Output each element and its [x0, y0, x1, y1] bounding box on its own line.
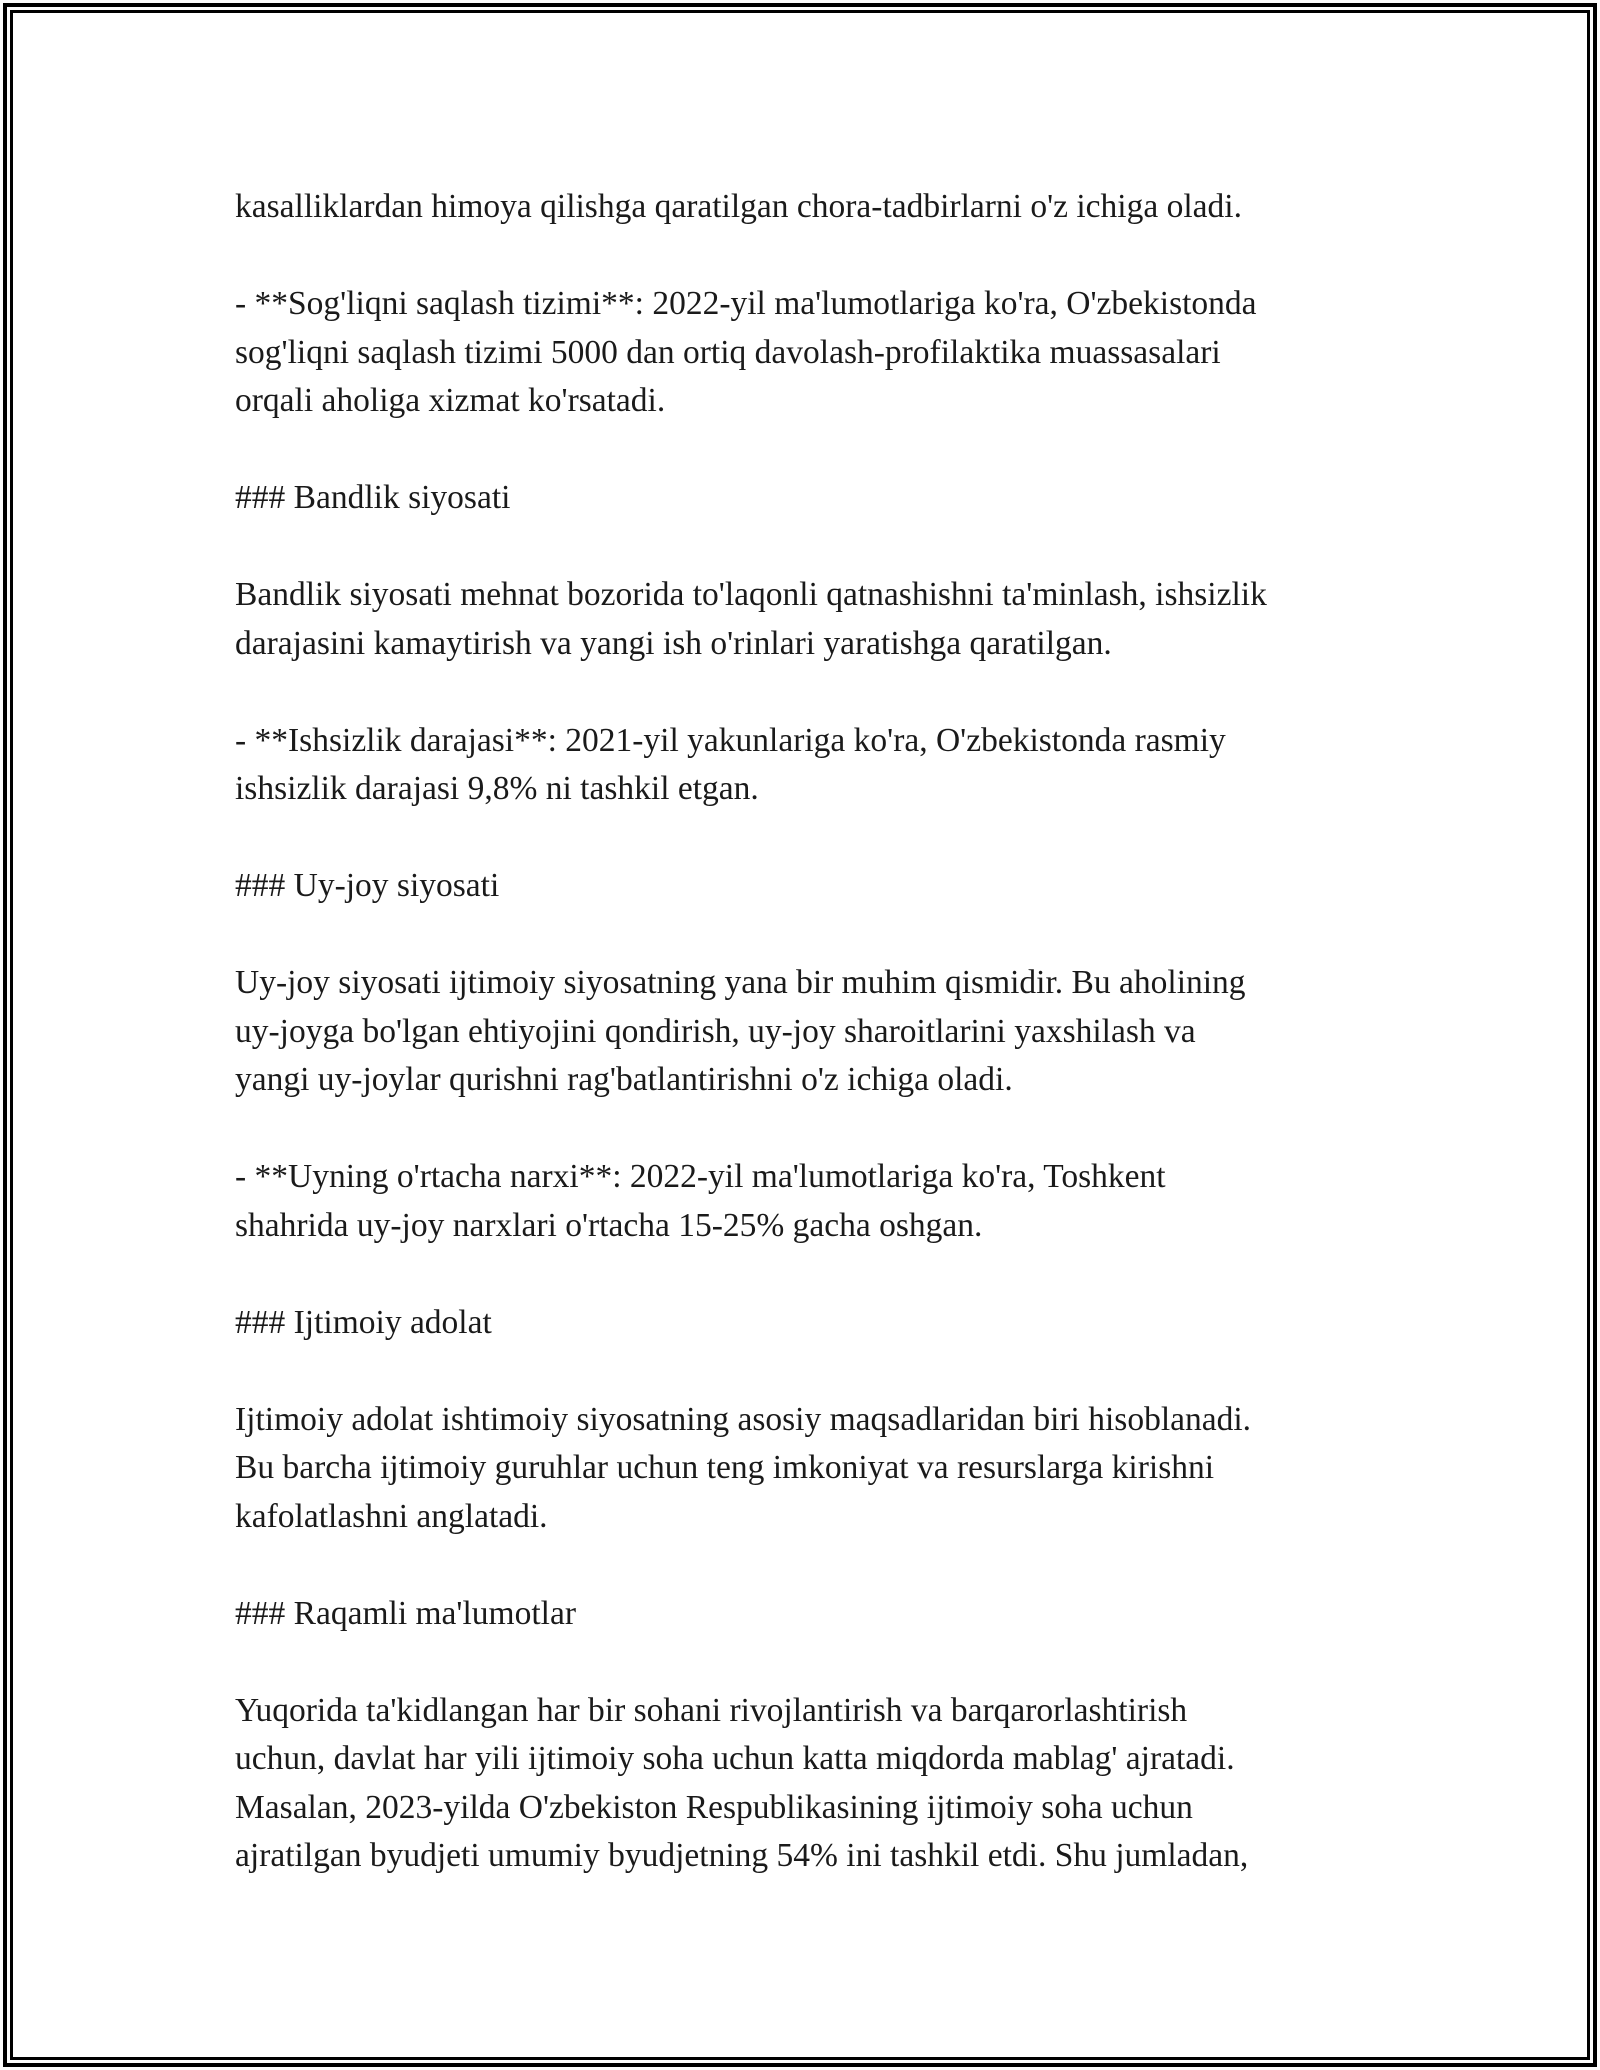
document-page	[235, 183, 1395, 1929]
paragraph	[235, 1396, 1395, 1542]
text-line: kasalliklardan himoya qilishga qaratilgan chora-tadbirlarni o'z ichiga oladi.	[235, 188, 1242, 225]
paragraph	[235, 571, 1395, 668]
text-line: Masalan, 2023-yilda O'zbekiston Respublikasining ijtimoiy soha uchun	[235, 1788, 1193, 1826]
text-line: orqali aholiga xizmat ko'rsatadi.	[235, 382, 666, 419]
list-item	[235, 280, 1395, 426]
paragraph	[235, 1687, 1395, 1881]
text-line: ### Ijtimoiy adolat	[235, 1303, 492, 1341]
text-line: - **Sog'liqni saqlash tizimi**: 2022-yil ma'lumotlariga ko'ra, O'zbekistonda	[235, 285, 1257, 322]
text-line: sog'liqni saqlash tizimi 5000 dan ortiq davolash-profilaktika muassasalari	[235, 333, 1221, 371]
text-line: yangi uy-joylar qurishni rag'batlantirishni o'z ichiga oladi.	[235, 1061, 1013, 1098]
text-line: Uy-joy siyosati ijtimoiy siyosatning yana bir muhim qismidir. Bu aholining	[235, 964, 1246, 1001]
list-item	[235, 717, 1395, 814]
section-heading	[235, 474, 1395, 523]
text-line: ### Raqamli ma'lumotlar	[235, 1594, 576, 1632]
text-line: shahrida uy-joy narxlari o'rtacha 15-25% gacha oshgan.	[235, 1206, 983, 1244]
text-line: kafolatlashni anglatadi.	[235, 1497, 548, 1535]
text-line: Bandlik siyosati mehnat bozorida to'laqonli qatnashishni ta'minlash, ishsizlik	[235, 576, 1267, 613]
paragraph	[235, 183, 1395, 232]
text-line: Yuqorida ta'kidlangan har bir sohani rivojlantirish va barqarorlashtirish	[235, 1691, 1188, 1729]
text-line: ishsizlik darajasi 9,8% ni tashkil etgan.	[235, 770, 759, 807]
text-line: darajasini kamaytirish va yangi ish o'rinlari yaratishga qaratilgan.	[235, 624, 1112, 662]
text-line: ajratilgan byudjeti umumiy byudjetning 54% ini tashkil etdi. Shu jumladan,	[235, 1837, 1249, 1874]
text-line: ### Uy-joy siyosati	[235, 867, 500, 904]
text-line: Ijtimoiy adolat ishtimoiy siyosatning asosiy maqsadlaridan biri hisoblanadi.	[235, 1400, 1252, 1438]
text-line: - **Ishsizlik darajasi**: 2021-yil yakunlariga ko'ra, O'zbekistonda rasmiy	[235, 721, 1226, 759]
section-heading	[235, 1299, 1395, 1348]
section-heading	[235, 1590, 1395, 1639]
text-line: ### Bandlik siyosati	[235, 479, 511, 516]
list-item	[235, 1153, 1395, 1250]
text-line: Bu barcha ijtimoiy guruhlar uchun teng imkoniyat va resurslarga kirishni	[235, 1449, 1215, 1486]
paragraph	[235, 959, 1395, 1105]
text-line: uchun, davlat har yili ijtimoiy soha uchun katta miqdorda mablag' ajratadi.	[235, 1740, 1235, 1777]
text-line: - **Uyning o'rtacha narxi**: 2022-yil ma'lumotlariga ko'ra, Toshkent	[235, 1158, 1166, 1195]
section-heading	[235, 862, 1395, 911]
text-line: uy-joyga bo'lgan ehtiyojini qondirish, uy-joy sharoitlarini yaxshilash va	[235, 1012, 1196, 1050]
